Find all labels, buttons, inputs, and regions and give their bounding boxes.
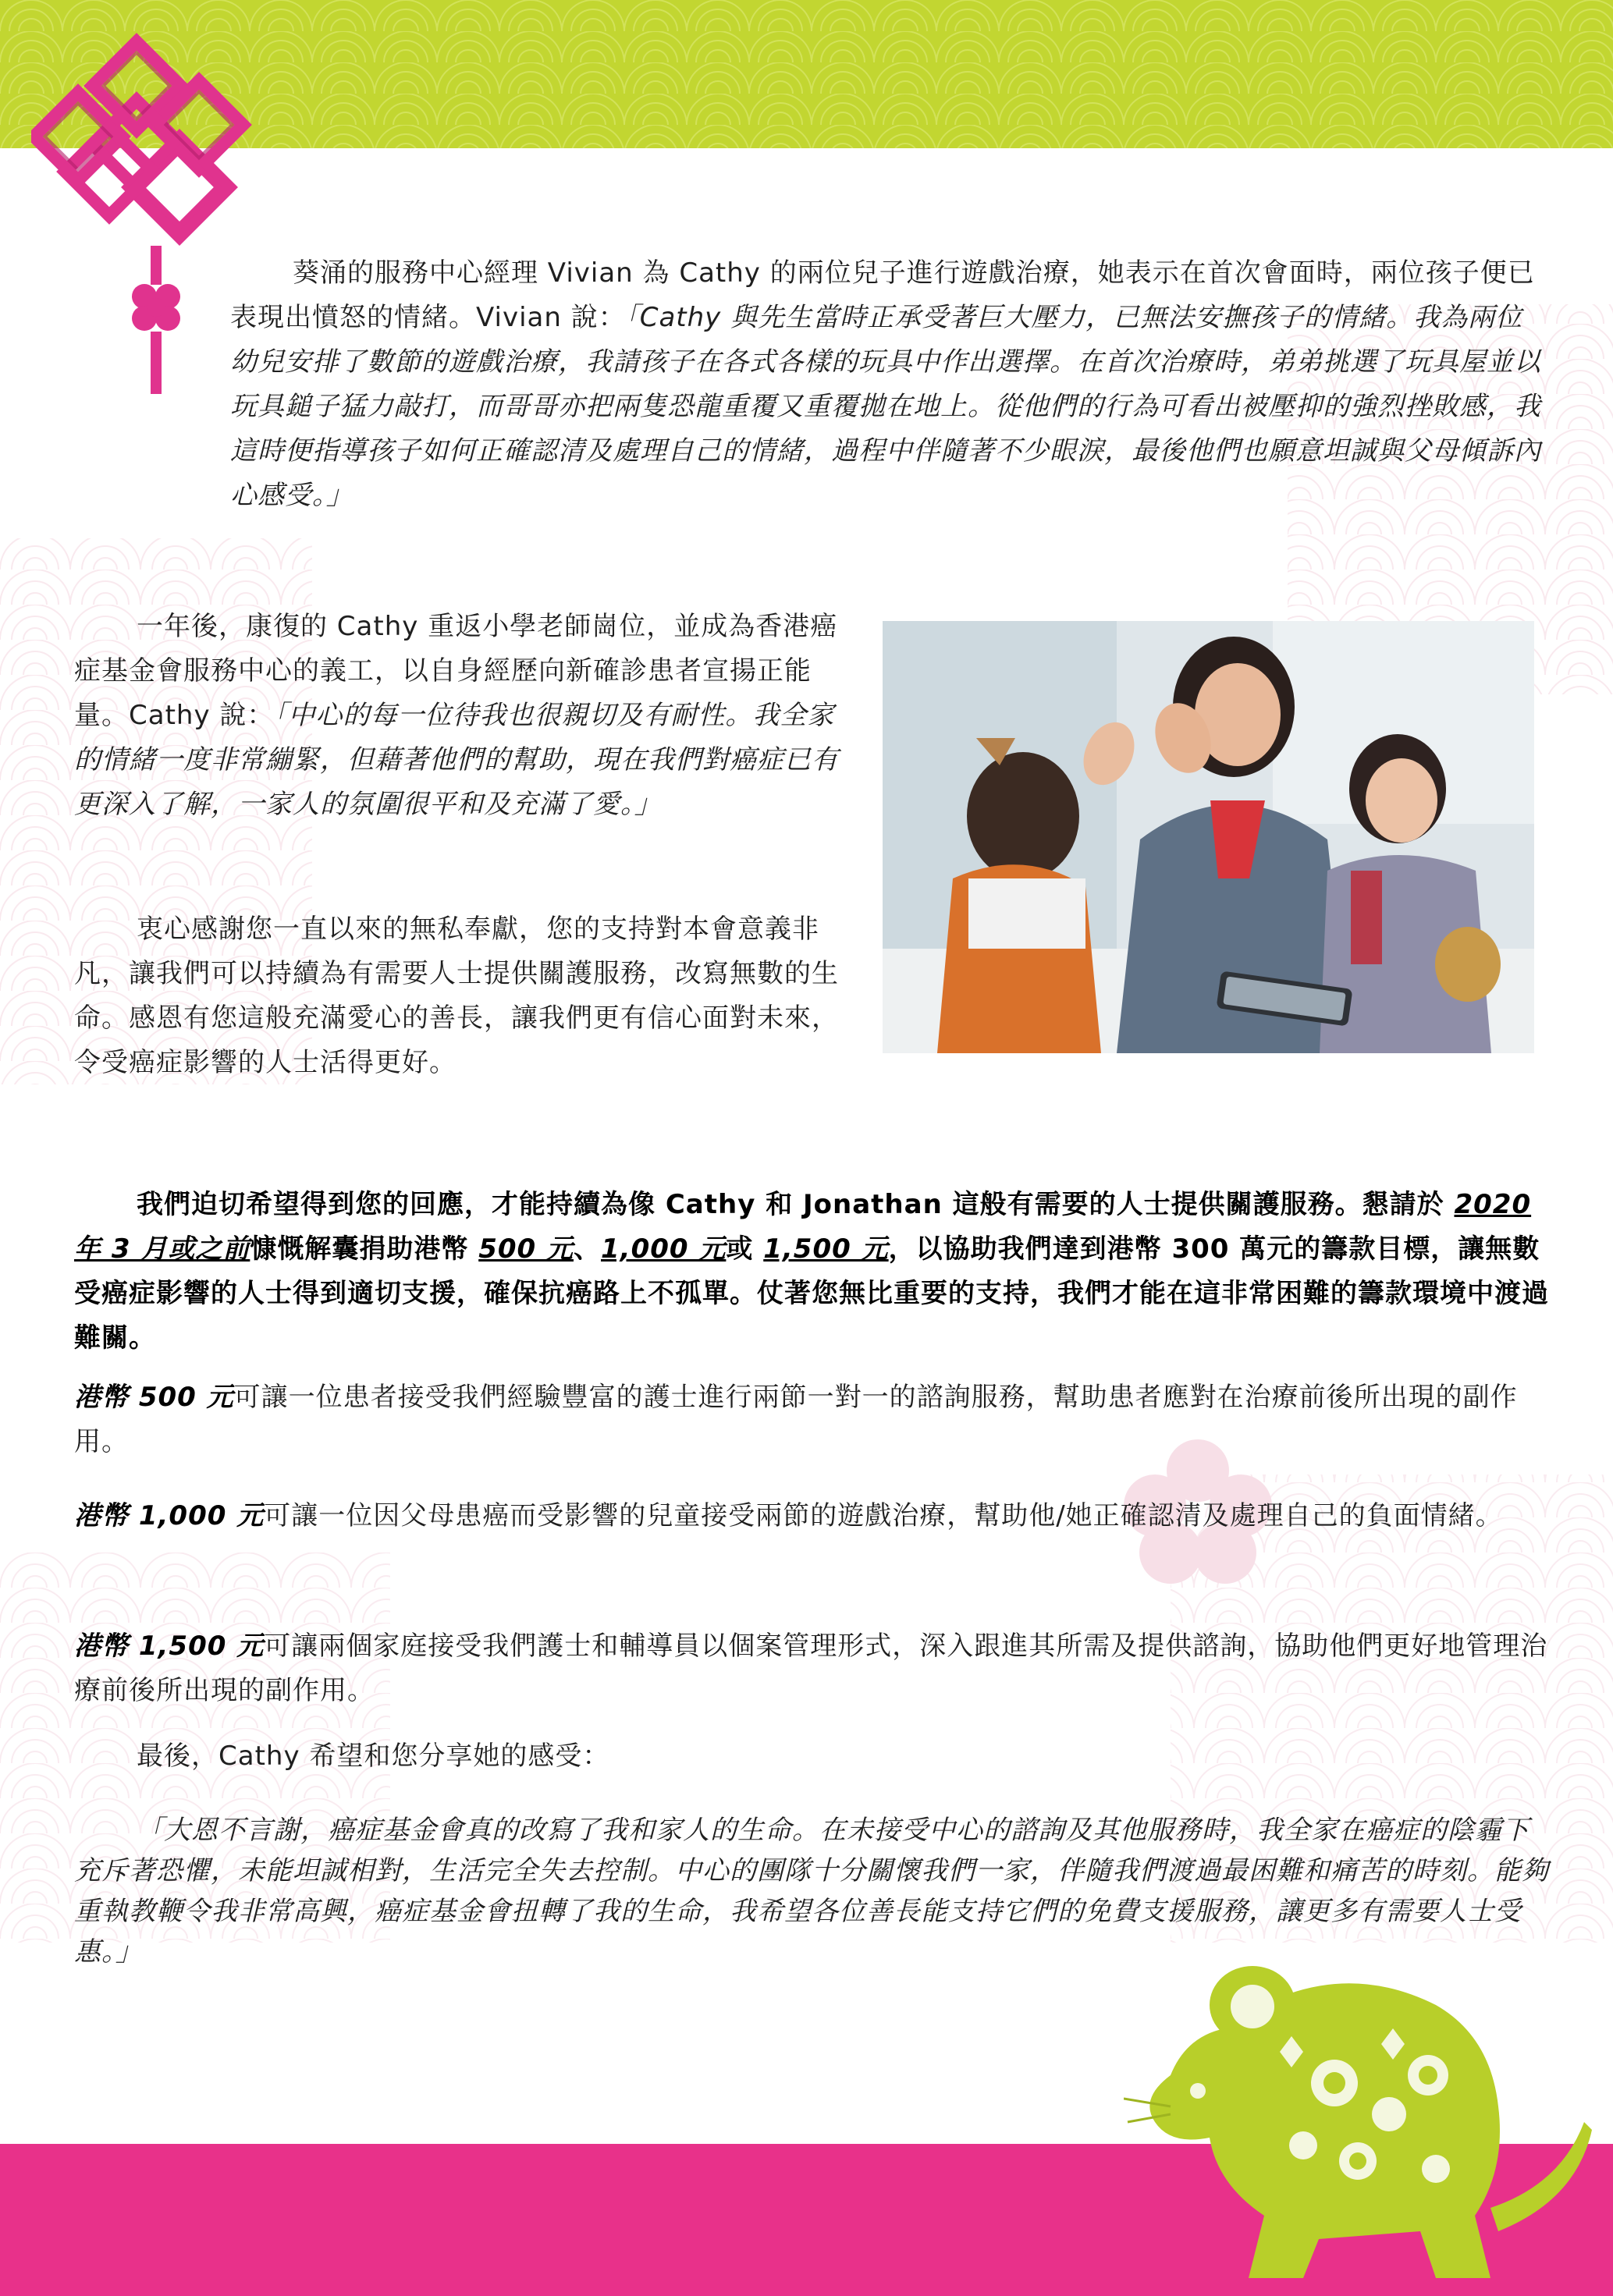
- tier-amount: 港幣 1,500 元: [74, 1631, 265, 1662]
- final-quote-text: 「大恩不言謝，癌症基金會真的改寫了我和家人的生命。在未接受中心的諮詢及其他服務時，我全家在癌症的陰霾下充斥著恐懼，未能坦誠相對，生活完全失去控制。中心的團隊十分關懷我們一家，伴隨我們渡過最困難和痛苦的時刻。能夠重執教鞭令我非常高興，癌症基金會扭轉了我的生命，我希望各位善長能支持它們的免費支援服務，讓更多有需要人士受惠。」: [74, 1815, 1549, 1968]
- cathy-quote-1: 「中心的每一位待我也很親切及有耐性。我全家的情緒一度非常繃緊，但藉著他們的幫助，現在我們對癌症已有更深入了解，一家人的氛圍很平和及充滿了愛。」: [74, 700, 839, 820]
- thanks-paragraph: [74, 907, 862, 1085]
- appeal-amount-500: 500 元: [478, 1233, 574, 1265]
- appeal-deadline: 2020 年 3 月或之前: [74, 1189, 1532, 1265]
- story-paragraph-2: [74, 605, 847, 827]
- story-paragraph-1-intro: 葵涌的服務中心經理 Vivian 為 Cathy 的兩位兒子進行遊戲治療，她表示在首次會面時，兩位孩子便已表現出憤怒的情緒。Vivian 說：: [230, 257, 1535, 333]
- closing-text: 最後，Cathy 希望和您分享她的感受：: [137, 1741, 610, 1772]
- appeal-amount-1000: 1,000 元: [601, 1233, 727, 1265]
- story-paragraph-2-intro: 一年後，康復的 Cathy 重返小學老師崗位，並成為香港癌症基金會服務中心的義工，以自身經歷向新確診患者宣揚正能量。Cathy 說：: [74, 611, 838, 731]
- final-quote: [74, 1810, 1549, 1972]
- vivian-quote: 「Cathy 與先生當時正承受著巨大壓力，已無法安撫孩子的情緒。我為兩位幼兒安排了數節的遊戲治療，我請孩子在各式各樣的玩具中作出選擇。在首次治療時，弟弟挑選了玩具屋並以玩具鎚子猛力敲打，而哥哥亦把兩隻恐龍重覆又重覆拋在地上。從他們的行為可看出被壓抑的強烈挫敗感，我這時便指導孩子如何正確認清及處理自己的情緒，過程中伴隨著不少眼淚，最後他們也願意坦誠與父母傾訴內心感受。」: [230, 302, 1541, 511]
- tier-amount: 港幣 500 元: [74, 1382, 234, 1413]
- donation-tier: [74, 1494, 1549, 1538]
- closing-line: [74, 1734, 1549, 1779]
- tier-description: 可讓一位患者接受我們經驗豐富的護士進行兩節一對一的諮詢服務，幫助患者應對在治療前後所出現的副作用。: [74, 1382, 1518, 1457]
- appeal-text-c: ，以協助我們達到港幣 300 萬元的籌款目標，讓無數受癌症影響的人士得到適切支援，確保抗癌路上不孤單。仗著您無比重要的支持，我們才能在這非常困難的籌款環境中渡過難關。: [74, 1233, 1549, 1354]
- tier-amount: 港幣 1,000 元: [74, 1500, 265, 1531]
- appeal-amount-1500: 1,500 元: [763, 1233, 889, 1265]
- thanks-text: 衷心感謝您一直以來的無私奉獻，您的支持對本會意義非凡，讓我們可以持續為有需要人士提供關護服務，改寫無數的生命。感恩有您這般充滿愛心的善長，讓我們更有信心面對未來，令受癌症影響的人士活得更好。: [74, 914, 839, 1078]
- donation-appeal: [74, 1183, 1549, 1361]
- appeal-sep-1: 、: [574, 1233, 601, 1265]
- tier-description: 可讓兩個家庭接受我們護士和輔導員以個案管理形式，深入跟進其所需及提供諮詢，協助他們更好地管理治療前後所出現的副作用。: [74, 1631, 1548, 1706]
- appeal-sep-2: 或: [726, 1233, 764, 1265]
- teacher-and-children-photo: [883, 621, 1534, 1053]
- paper-cut-rat-icon: [1124, 1950, 1592, 2296]
- tier-description: 可讓一位因父母患癌而受影響的兒童接受兩節的遊戲治療，幫助他/她正確認清及處理自己的負面情緒。: [264, 1500, 1503, 1531]
- donation-tier: [74, 1375, 1549, 1464]
- donation-tier: [74, 1624, 1549, 1713]
- appeal-text-a: 我們迫切希望得到您的回應，才能持續為像 Cathy 和 Jonathan 這般有需要的人士提供關護服務。懇請於: [137, 1189, 1455, 1220]
- appeal-text-b: 慷慨解囊捐助港幣: [250, 1233, 479, 1265]
- story-paragraph-1: [230, 251, 1549, 518]
